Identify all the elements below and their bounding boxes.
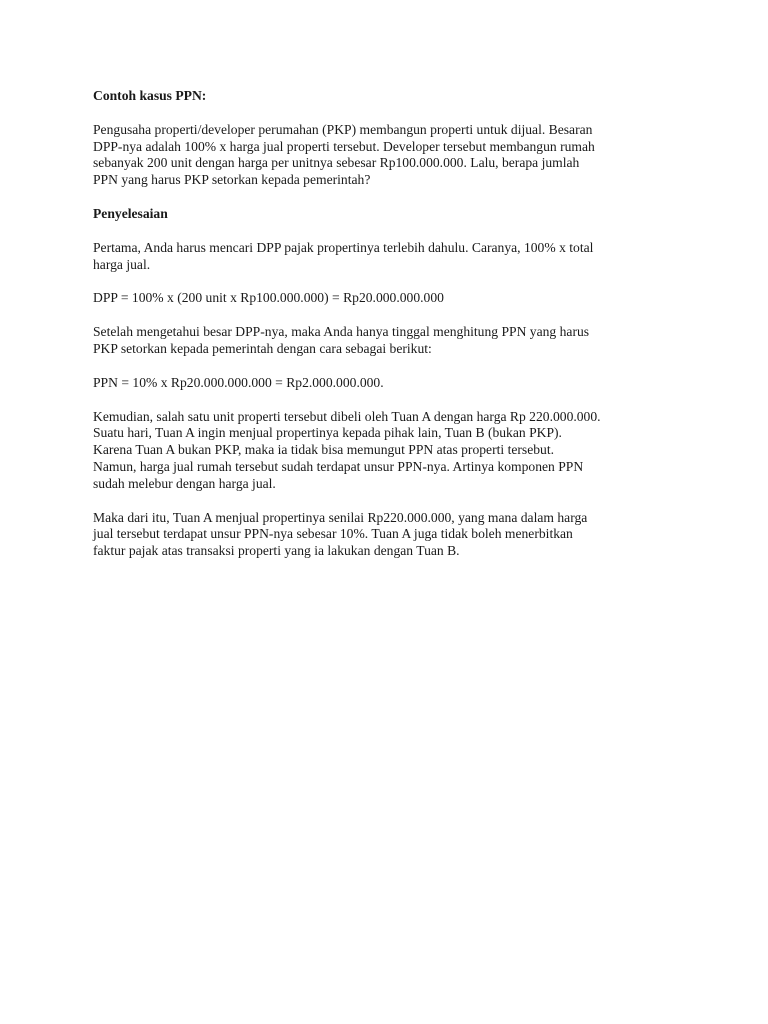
ppn-formula: [93, 375, 683, 392]
document-title: Contoh kasus PPN:: [93, 88, 207, 103]
step2-line: PKP setorkan kepada pemerintah dengan cara sebagai berikut:: [93, 340, 432, 356]
intro-line: PPN yang harus PKP setorkan kepada pemerintah?: [93, 172, 371, 188]
step1-paragraph: [93, 240, 683, 274]
step3-line: Suatu hari, Tuan A ingin menjual propertinya kepada pihak lain, Tuan B (bukan PKP).: [93, 425, 562, 441]
step1-line: harga jual.: [93, 256, 151, 272]
dpp-formula-text: DPP = 100% x (200 unit x Rp100.000.000) = Rp20.000.000.000: [93, 290, 444, 306]
intro-paragraph: [93, 122, 683, 189]
step3-line: Namun, harga jual rumah tersebut sudah terdapat unsur PPN-nya. Artinya komponen PPN: [93, 458, 584, 474]
ppn-formula-text: PPN = 10% x Rp20.000.000.000 = Rp2.000.000.000.: [93, 374, 384, 390]
document-page: [93, 88, 683, 577]
step4-paragraph: [93, 510, 683, 560]
solution-heading: Penyelesaian: [93, 205, 168, 221]
step3-line: sudah melebur dengan harga jual.: [93, 475, 276, 491]
intro-line: DPP-nya adalah 100% x harga jual properti tersebut. Developer tersebut membangun rumah: [93, 138, 595, 154]
step1-line: Pertama, Anda harus mencari DPP pajak propertinya terlebih dahulu. Caranya, 100% x total: [93, 239, 594, 255]
intro-line: Pengusaha properti/developer perumahan (PKP) membangun properti untuk dijual. Besaran: [93, 121, 593, 137]
step4-line: Maka dari itu, Tuan A menjual propertinya senilai Rp220.000.000, yang mana dalam harga: [93, 509, 588, 525]
step3-line: Kemudian, salah satu unit properti tersebut dibeli oleh Tuan A dengan harga Rp 220.000.000.: [93, 408, 601, 424]
step3-line: Karena Tuan A bukan PKP, maka ia tidak bisa memungut PPN atas properti tersebut.: [93, 442, 554, 458]
step3-paragraph: [93, 409, 683, 493]
dpp-formula: [93, 290, 683, 307]
step4-line: faktur pajak atas transaksi properti yang ia lakukan dengan Tuan B.: [93, 543, 460, 559]
step2-line: Setelah mengetahui besar DPP-nya, maka Anda hanya tinggal menghitung PPN yang harus: [93, 324, 590, 340]
step2-paragraph: [93, 324, 683, 358]
step4-line: jual tersebut terdapat unsur PPN-nya sebesar 10%. Tuan A juga tidak boleh menerbitkan: [93, 526, 573, 542]
intro-line: sebanyak 200 unit dengan harga per unitnya sebesar Rp100.000.000. Lalu, berapa jumlah: [93, 155, 580, 171]
